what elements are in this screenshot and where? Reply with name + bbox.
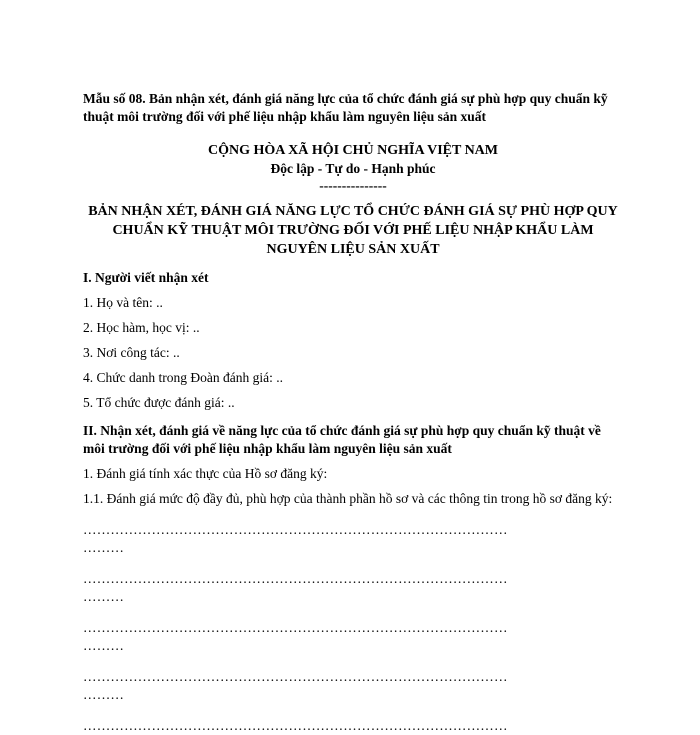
section-2-heading: II. Nhận xét, đánh giá về năng lực của tổ chức đánh giá sự phù hợp quy chuẩn kỹ thuật về môi trường đối với phế liệu nhập khẩu làm nguyên liệu sản xuất	[83, 423, 601, 456]
dotted-line: …………………………………………………………………………………	[83, 620, 508, 635]
dotted-line: …………………………………………………………………………………	[83, 522, 508, 537]
form-intro: Mẫu số 08. Bản nhận xét, đánh giá năng lực của tổ chức đánh giá sự phù hợp quy chuẩn kỹ thuật môi trường đối với phế liệu nhập khẩu làm nguyên liệu sản xuất	[83, 91, 608, 124]
section-1-item-degree: 2. Học hàm, học vị: ..	[83, 320, 200, 335]
national-title: CỘNG HÒA XÃ HỘI CHỦ NGHĨA VIỆT NAM	[207, 143, 498, 158]
section-2-item-1-1: 1.1. Đánh giá mức độ đầy đủ, phù hợp của thành phần hồ sơ và các thông tin trong hồ sơ đăng ký:	[83, 491, 613, 506]
dotted-line: …………………………………………………………………………………	[83, 571, 508, 586]
document-title: BẢN NHẬN XÉT, ĐÁNH GIÁ NĂNG LỰC TỔ CHỨC ĐÁNH GIÁ SỰ PHÙ HỢP QUY CHUẨN KỸ THUẬT MÔI TRƯỜNG ĐỐI VỚI PHẾ LIỆU NHẬP KHẨU LÀM NGUYÊN LIỆU SẢN XUẤT	[88, 204, 618, 257]
section-1-item-organization: 5. Tổ chức được đánh giá: ..	[83, 395, 235, 410]
dotted-line: …………………………………………………………………………………	[83, 669, 508, 684]
dotted-line-tail: ………	[83, 540, 125, 555]
dotted-fill-line	[83, 668, 623, 704]
document-page	[83, 90, 623, 735]
section-1-heading: I. Người viết nhận xét	[83, 270, 209, 285]
dotted-fill-line	[83, 619, 623, 655]
section-2-item-1: 1. Đánh giá tính xác thực của Hồ sơ đăng ký:	[83, 466, 328, 481]
dotted-line-tail: ………	[83, 638, 125, 653]
separator: ---------------	[319, 178, 387, 193]
section-1-item-position: 4. Chức danh trong Đoàn đánh giá: ..	[83, 370, 284, 385]
section-1-item-name: 1. Họ và tên: ..	[83, 295, 163, 310]
dotted-fill-line	[83, 570, 623, 606]
section-1-item-workplace: 3. Nơi công tác: ..	[83, 345, 180, 360]
dotted-line-tail: ………	[83, 589, 125, 604]
dotted-fill-line	[83, 717, 623, 735]
dotted-fill-line	[83, 521, 623, 557]
dotted-line-tail: ………	[83, 687, 125, 702]
dotted-line: …………………………………………………………………………………	[83, 718, 508, 733]
national-motto: Độc lập - Tự do - Hạnh phúc	[270, 161, 436, 176]
